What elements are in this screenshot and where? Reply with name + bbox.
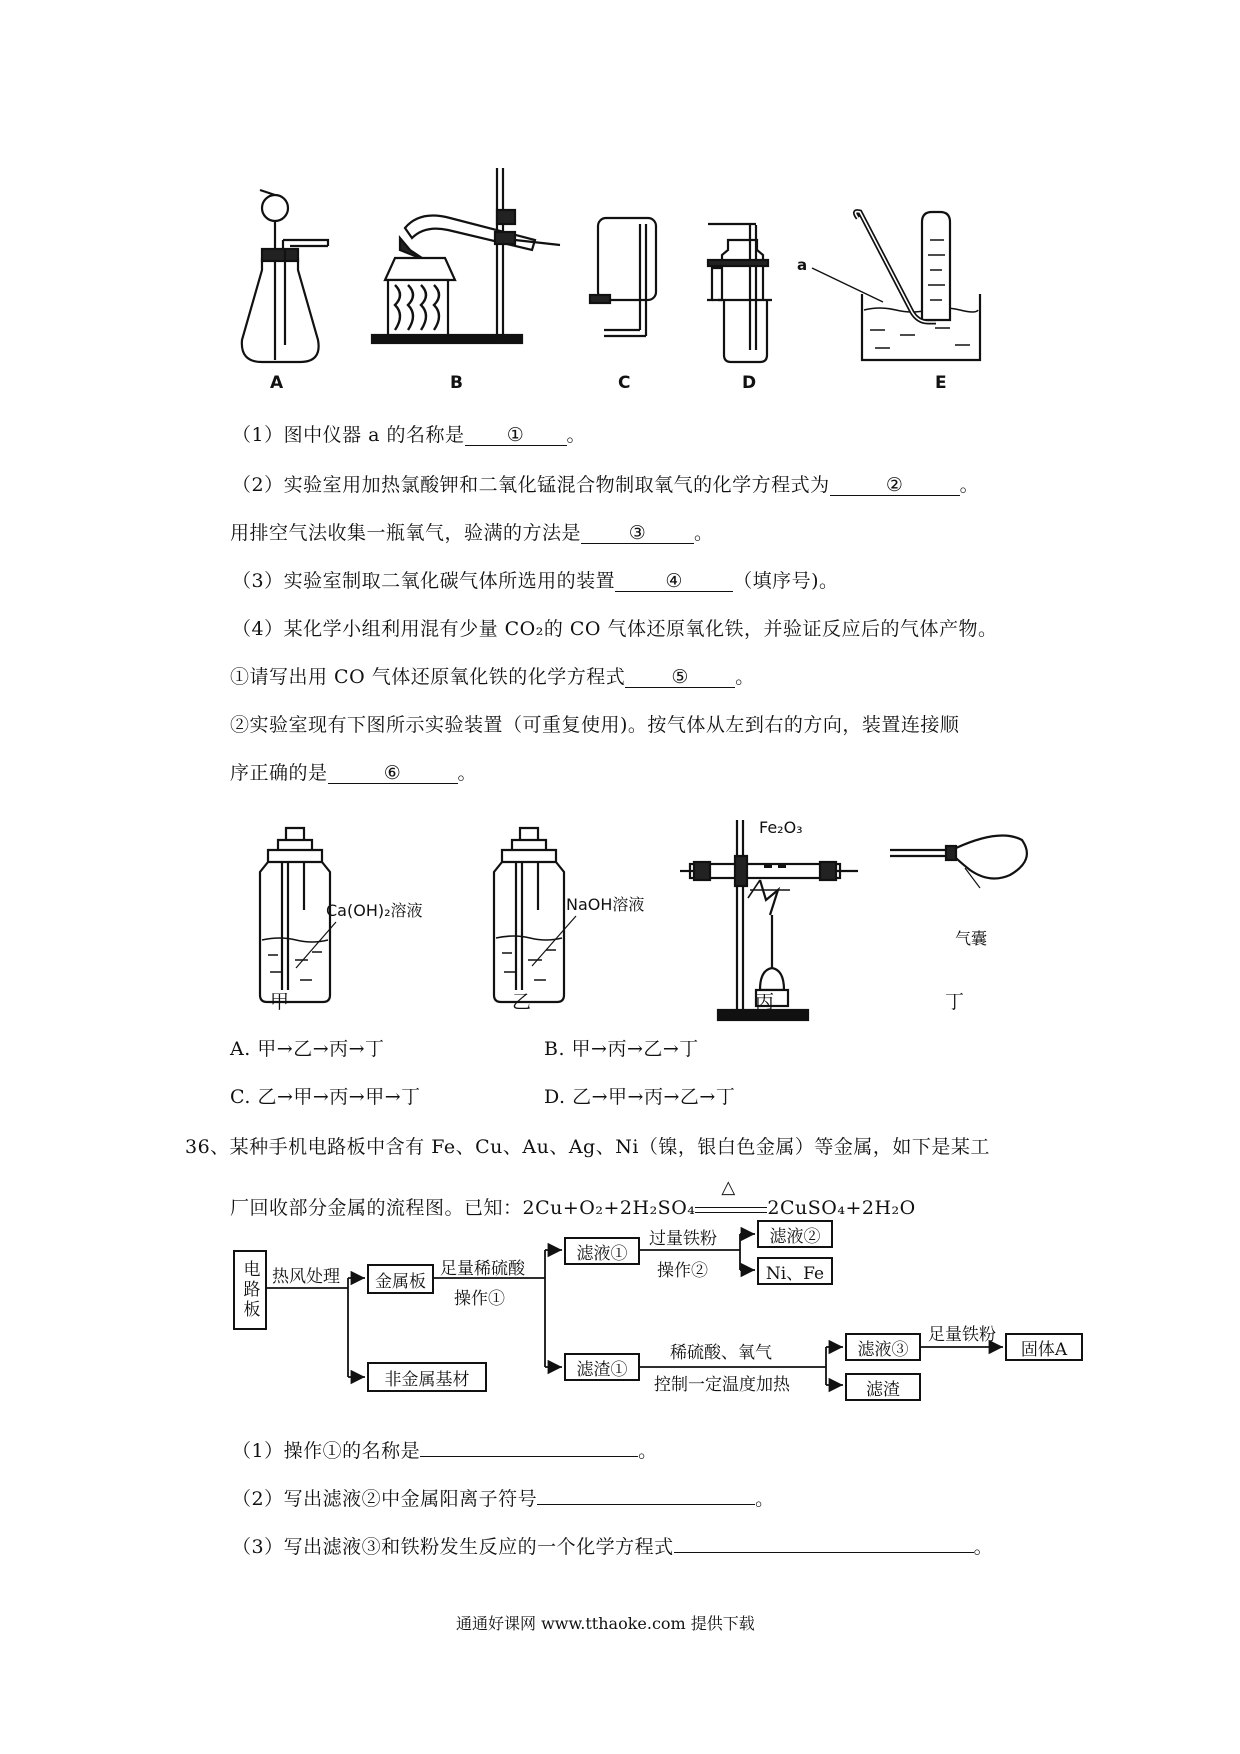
label-acid-oxygen: 稀硫酸、氧气 — [670, 1343, 772, 1363]
answer-blank-q36-3[interactable] — [674, 1552, 974, 1553]
label-excess-iron: 过量铁粉 — [649, 1229, 717, 1249]
label-d: D — [742, 373, 757, 393]
apparatus-figure-1 — [0, 0, 1240, 420]
label-a: A — [270, 373, 284, 393]
label-enough-iron: 足量铁粉 — [928, 1325, 996, 1345]
label-ding: 丁 — [945, 991, 965, 1013]
q36-part2: （2）写出滤液②中金属阳离子符号 。 — [232, 1488, 775, 1510]
label-dilute-sulfuric-acid: 足量稀硫酸 — [440, 1259, 525, 1279]
node-filtrate-1: 滤液① — [564, 1237, 640, 1265]
label-yi: 乙 — [512, 991, 532, 1013]
label-hot-air: 热风处理 — [272, 1267, 340, 1287]
q35-part1: （1）图中仪器 a 的名称是 ① 。 — [232, 424, 587, 446]
label-e: E — [935, 373, 947, 393]
gas-washing-bottle-yi — [494, 828, 576, 1002]
label-operation-2: 操作② — [657, 1261, 708, 1281]
apparatus-b-heating-setup — [372, 168, 560, 343]
label-bing: 丙 — [755, 991, 775, 1013]
q36-part1: （1）操作①的名称是 。 — [232, 1440, 658, 1462]
label-jia: 甲 — [270, 991, 290, 1013]
apparatus-a-conical-flask — [242, 190, 328, 362]
label-c: C — [618, 373, 631, 393]
q35-part4b: ②实验室现有下图所示实验装置（可重复使用)。按气体从左到右的方向，装置连接顺 — [230, 714, 960, 736]
q35-part3: （3）实验室制取二氧化碳气体所选用的装置 ④ （填序号)。 — [232, 570, 839, 592]
node-residue-1: 滤渣① — [564, 1353, 640, 1381]
annotation-fe2o3: Fe₂O₃ — [759, 818, 803, 837]
q35-part2b: 用排空气法收集一瓶氧气，验满的方法是 ③ 。 — [230, 522, 714, 544]
answer-blank-4[interactable]: ④ — [615, 571, 733, 592]
q35-part4: （4）某化学小组利用混有少量 CO₂的 CO 气体还原氧化铁，并验证反应后的气体产物。 — [232, 618, 998, 640]
apparatus-e-water-trough — [812, 212, 980, 360]
label-controlled-heating: 控制一定温度加热 — [654, 1375, 790, 1395]
answer-blank-2[interactable]: ② — [830, 475, 960, 496]
annotation-naoh: NaOH溶液 — [566, 895, 645, 914]
answer-blank-3[interactable]: ③ — [581, 523, 694, 544]
answer-blank-6[interactable]: ⑥ — [328, 763, 458, 784]
gas-bag-ding — [890, 836, 1027, 889]
heat-condition: △ — [721, 1177, 736, 1198]
answer-blank-q36-1[interactable] — [420, 1456, 638, 1457]
apparatus-d-upward-collection — [707, 224, 772, 362]
node-metal-plate: 金属板 — [367, 1264, 434, 1294]
option-d[interactable]: D. 乙→甲→丙→乙→丁 — [544, 1086, 736, 1108]
node-filtrate-3: 滤液③ — [845, 1333, 921, 1361]
apparatus-figure-2 — [0, 820, 1240, 1040]
option-b[interactable]: B. 甲→丙→乙→丁 — [544, 1038, 699, 1060]
q35-part2: （2）实验室用加热氯酸钾和二氧化锰混合物制取氧气的化学方程式为 ② 。 — [232, 474, 980, 496]
q36-part3: （3）写出滤液③和铁粉发生反应的一个化学方程式 。 — [232, 1536, 994, 1558]
equation-left: 2Cu+O₂+2H₂SO₄ — [522, 1197, 696, 1219]
node-ni-fe: Ni、Fe — [757, 1257, 833, 1285]
option-a[interactable]: A. 甲→乙→丙→丁 — [230, 1038, 385, 1060]
annotation-caoh2: Ca(OH)₂溶液 — [326, 901, 423, 920]
equation-right: 2CuSO₄+2H₂O — [767, 1197, 916, 1219]
answer-blank-q36-2[interactable] — [537, 1504, 755, 1505]
gas-washing-bottle-jia — [260, 828, 336, 1002]
option-c[interactable]: C. 乙→甲→丙→甲→丁 — [230, 1086, 421, 1108]
q35-part4a: ①请写出用 CO 气体还原氧化铁的化学方程式 ⑤ 。 — [230, 666, 755, 688]
node-residue: 滤渣 — [845, 1373, 921, 1401]
q36-intro-line2: 厂回收部分金属的流程图。已知：2Cu+O₂+2H₂SO₄ △ 2CuSO₄+2H₂O — [230, 1177, 916, 1219]
q35-part4c: 序正确的是 ⑥ 。 — [230, 762, 478, 784]
pointer-label-a: a — [797, 256, 808, 274]
equation-arrow — [695, 1177, 767, 1219]
answer-blank-1[interactable]: ① — [465, 425, 567, 446]
node-filtrate-2: 滤液② — [757, 1220, 833, 1248]
label-b: B — [450, 373, 463, 393]
node-nonmetal-base: 非金属基材 — [367, 1362, 487, 1392]
answer-blank-5[interactable]: ⑤ — [625, 667, 735, 688]
node-circuit-board: 电路板 — [233, 1250, 267, 1330]
annotation-gas-bag: 气囊 — [955, 929, 988, 948]
node-solid-a: 固体A — [1005, 1333, 1083, 1361]
page-footer: 通通好课网 www.tthaoke.com 提供下载 — [456, 1614, 755, 1633]
q36-intro-line1: 36、某种手机电路板中含有 Fe、Cu、Au、Ag、Ni（镍，银白色金属）等金属，如下是某工 — [185, 1136, 990, 1158]
apparatus-c-downward-collection — [590, 218, 656, 336]
label-operation-1: 操作① — [454, 1289, 505, 1309]
